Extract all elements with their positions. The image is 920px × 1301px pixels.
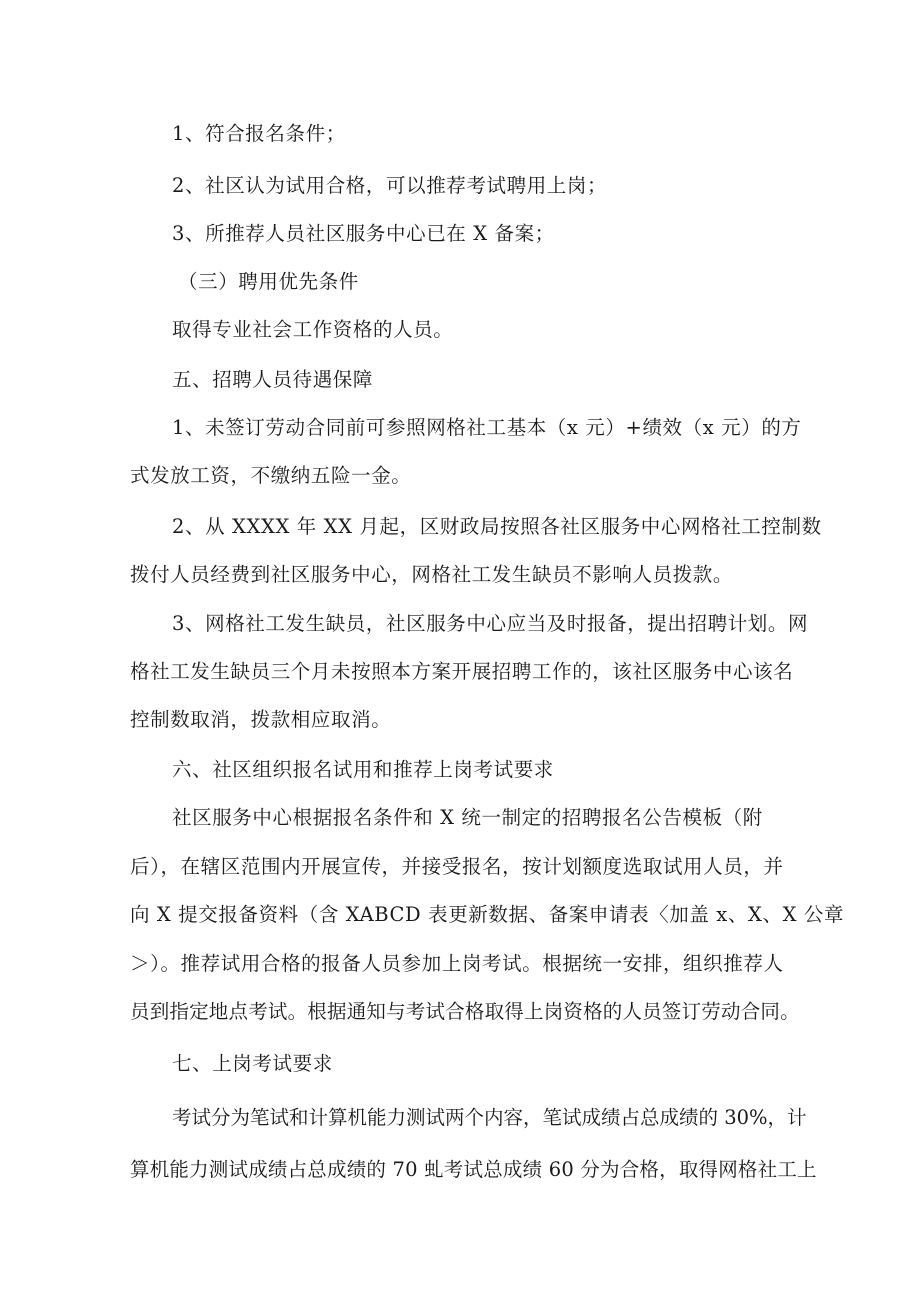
- text-line: 2、社区认为试用合格，可以推荐考试聘用上岗；: [172, 174, 608, 197]
- text-line: 式发放工资，不缴纳五险一金。: [130, 464, 412, 487]
- text-line: 向 X 提交报备资料（含 XABCD 表更新数据、备案申请表〈加盖 x、X、X 公章: [130, 903, 845, 926]
- section-heading: 五、招聘人员待遇保障: [172, 368, 374, 391]
- section-heading: 七、上岗考试要求: [172, 1052, 333, 1075]
- text-line: 算机能力测试成绩占总成绩的 70 虬考试总成绩 60 分为合格，取得网格社工上: [130, 1158, 817, 1181]
- text-line: 后），在辖区范围内开展宣传，并接受报名，按计划额度选取试用人员，并: [130, 855, 784, 878]
- text-line: 员到指定地点考试。根据通知与考试合格取得上岗资格的人员签订劳动合同。: [130, 1000, 800, 1023]
- text-line: 社区服务中心根据报名条件和 X 统一制定的招聘报名公告模板（附: [172, 806, 763, 829]
- text-line: 控制数取消，拨款相应取消。: [130, 708, 392, 731]
- text-line: ＞）。推荐试用合格的报备人员参加上岗考试。根据统一安排，组织推荐人: [130, 952, 784, 975]
- section-heading: （三）聘用优先条件: [178, 270, 359, 293]
- text-line: 拨付人员经费到社区服务中心，网格社工发生缺员不影响人员拨款。: [130, 563, 734, 586]
- section-heading: 六、社区组织报名试用和推荐上岗考试要求: [172, 758, 554, 781]
- text-line: 1、未签订劳动合同前可参照网格社工基本（x 元）+绩效（x 元）的方: [172, 416, 802, 439]
- text-line: 取得专业社会工作资格的人员。: [172, 318, 454, 341]
- text-line: 考试分为笔试和计算机能力测试两个内容，笔试成绩占总成绩的 30%，计: [172, 1106, 807, 1129]
- text-line: 格社工发生缺员三个月未按照本方案开展招聘工作的，该社区服务中心该名: [130, 660, 794, 683]
- text-line: 3、所推荐人员社区服务中心已在 X 备案；: [172, 222, 555, 245]
- text-line: 2、从 XXXX 年 XX 月起，区财政局按照各社区服务中心网格社工控制数: [172, 515, 822, 538]
- text-line: 3、网格社工发生缺员，社区服务中心应当及时报备，提出招聘计划。网: [172, 612, 809, 635]
- text-line: 1、符合报名条件；: [172, 122, 346, 145]
